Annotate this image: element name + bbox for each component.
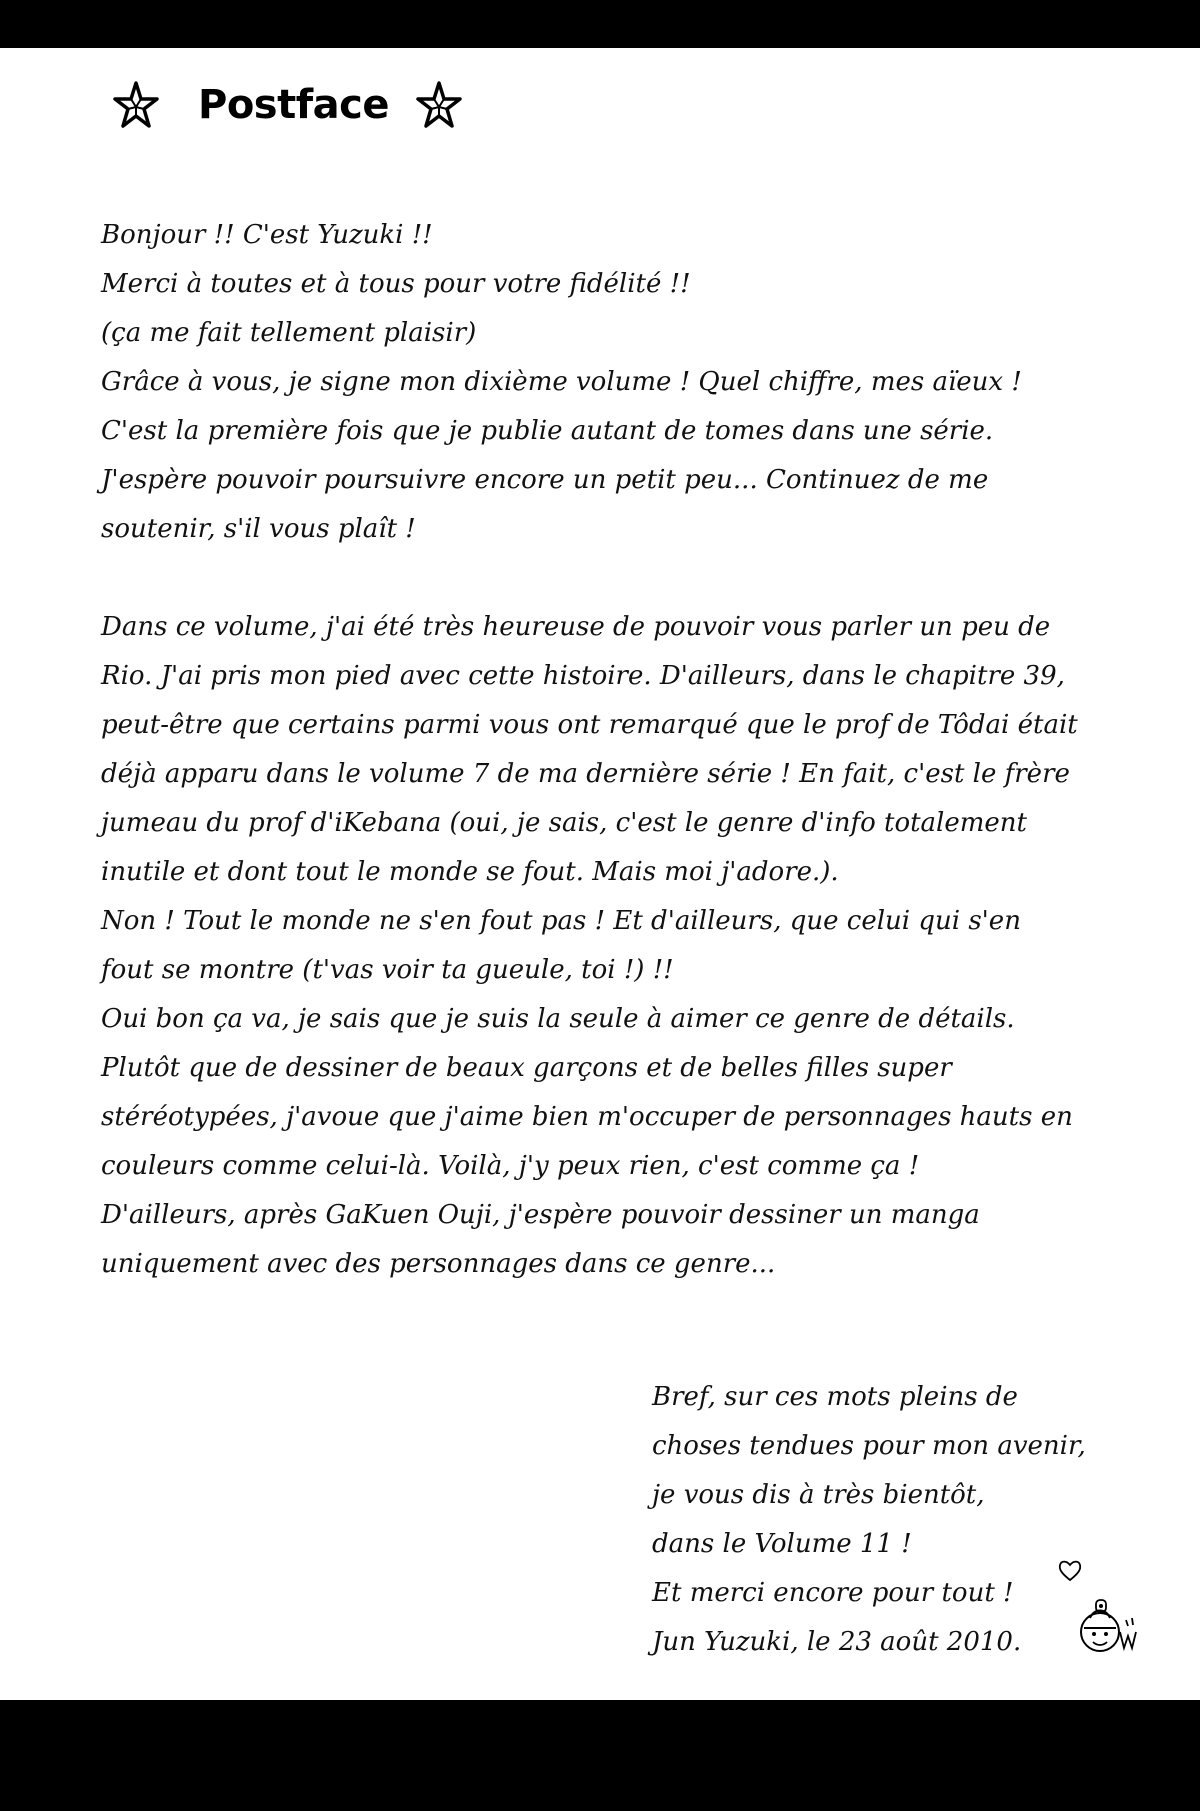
closing-line: dans le Volume 11 ! [652,1529,912,1559]
closing-line: je vous dis à très bientôt, [652,1480,985,1510]
postface-body [101,211,1141,1289]
paragraph-line: Plutôt que de dessiner de beaux garçons et de belles filles super [101,1053,952,1083]
paragraph-line: jumeau du prof d'iKebana (oui, je sais, c'est le genre d'info totalement [101,808,1027,838]
closing-line: Et merci encore pour tout ! [652,1578,1014,1608]
paragraph-line: J'espère pouvoir poursuivre encore un petit peu... Continuez de me [101,465,989,495]
paragraph-line: D'ailleurs, après GaKuen Ouji, j'espère pouvoir dessiner un manga [101,1200,980,1230]
paragraph-line: (ça me fait tellement plaisir) [101,318,477,348]
paragraph-line: stéréotypées, j'avoue que j'aime bien m'occuper de personnages hauts en [101,1102,1073,1132]
paragraph-line: Bonjour !! C'est Yuzuki !! [101,220,433,250]
paragraph-line: couleurs comme celui-là. Voilà, j'y peux rien, c'est comme ça ! [101,1151,920,1181]
paragraph-line: Merci à toutes et à tous pour votre fidélité !! [101,269,691,299]
paragraph-gap [101,554,1141,603]
paragraph-line: peut-être que certains parmi vous ont remarqué que le prof de Tôdai était [101,710,1078,740]
author-doodle-icon [1076,1598,1146,1656]
signature-line: Jun Yuzuki, le 23 août 2010. [652,1627,1022,1657]
postface-sheet [0,48,1200,1700]
paragraph-line: Oui bon ça va, je sais que je suis la seule à aimer ce genre de détails. [101,1004,1015,1034]
closing-line: Bref, sur ces mots pleins de [652,1382,1018,1412]
paragraph-line: fout se montre (t'vas voir ta gueule, toi !) !! [101,955,674,985]
star-outline-icon [112,79,160,131]
page-title: Postface [198,82,389,128]
paragraph-line: uniquement avec des personnages dans ce genre... [101,1249,776,1279]
paragraph-line: Grâce à vous, je signe mon dixième volume ! Quel chiffre, mes aïeux ! [101,367,1022,397]
title-row [112,60,463,150]
paragraph-line: déjà apparu dans le volume 7 de ma dernière série ! En fait, c'est le frère [101,759,1070,789]
paragraph-line: inutile et dont tout le monde se fout. Mais moi j'adore.). [101,857,839,887]
paragraph-line: soutenir, s'il vous plaît ! [101,514,416,544]
paragraph-line: Non ! Tout le monde ne s'en fout pas ! Et d'ailleurs, que celui qui s'en [101,906,1021,936]
heart-outline-icon [1057,1559,1083,1583]
paragraph-line: Dans ce volume, j'ai été très heureuse de pouvoir vous parler un peu de [101,612,1051,642]
star-outline-icon [415,79,463,131]
paragraph-line: Rio. J'ai pris mon pied avec cette histoire. D'ailleurs, dans le chapitre 39, [101,661,1065,691]
paragraph-line: C'est la première fois que je publie autant de tomes dans une série. [101,416,994,446]
closing-line: choses tendues pour mon avenir, [652,1431,1086,1461]
